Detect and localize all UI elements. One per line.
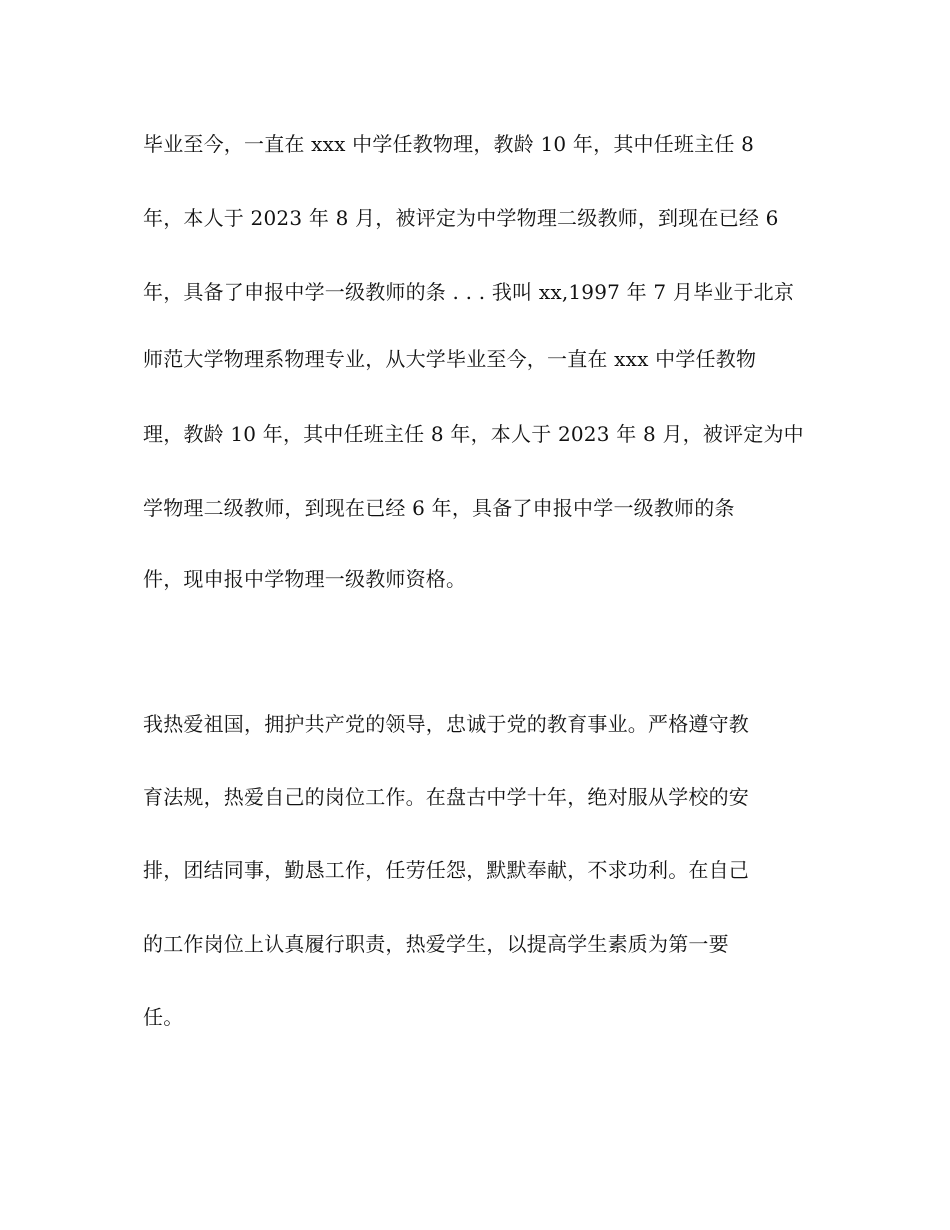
paragraph-1-line: 师范大学物理系物理专业，从大学毕业至今，一直在 xxx 中学任教物: [143, 347, 757, 371]
paragraph-2-line: 我热爱祖国，拥护共产党的领导，忠诚于党的教育事业。严格遵守教: [143, 712, 749, 736]
paragraph-1-line: 年，本人于 2023 年 8 月，被评定为中学物理二级教师，到现在已经 6: [143, 206, 779, 230]
paragraph-1-line: 毕业至今，一直在 xxx 中学任教物理，教龄 10 年，其中任班主任 8: [143, 132, 754, 156]
paragraph-1-line: 学物理二级教师，到现在已经 6 年，具备了申报中学一级教师的条: [143, 496, 735, 520]
paragraph-1-line: 年，具备了申报中学一级教师的条 . . . 我叫 xx,1997 年 7 月毕业于北京: [143, 280, 795, 304]
paragraph-1-line: 理，教龄 10 年，其中任班主任 8 年，本人于 2023 年 8 月，被评定为中: [143, 422, 804, 446]
paragraph-1-line: 件，现申报中学物理一级教师资格。: [143, 567, 467, 591]
paragraph-2-line: 任。: [143, 1005, 184, 1029]
paragraph-2-line: 排，团结同事，勤恳工作，任劳任怨，默默奉献，不求功利。在自己: [143, 858, 749, 882]
paragraph-2-line: 育法规，热爱自己的岗位工作。在盘古中学十年，绝对服从学校的安: [143, 785, 749, 809]
paragraph-2-line: 的工作岗位上认真履行职责，热爱学生，以提高学生素质为第一要: [143, 932, 729, 956]
